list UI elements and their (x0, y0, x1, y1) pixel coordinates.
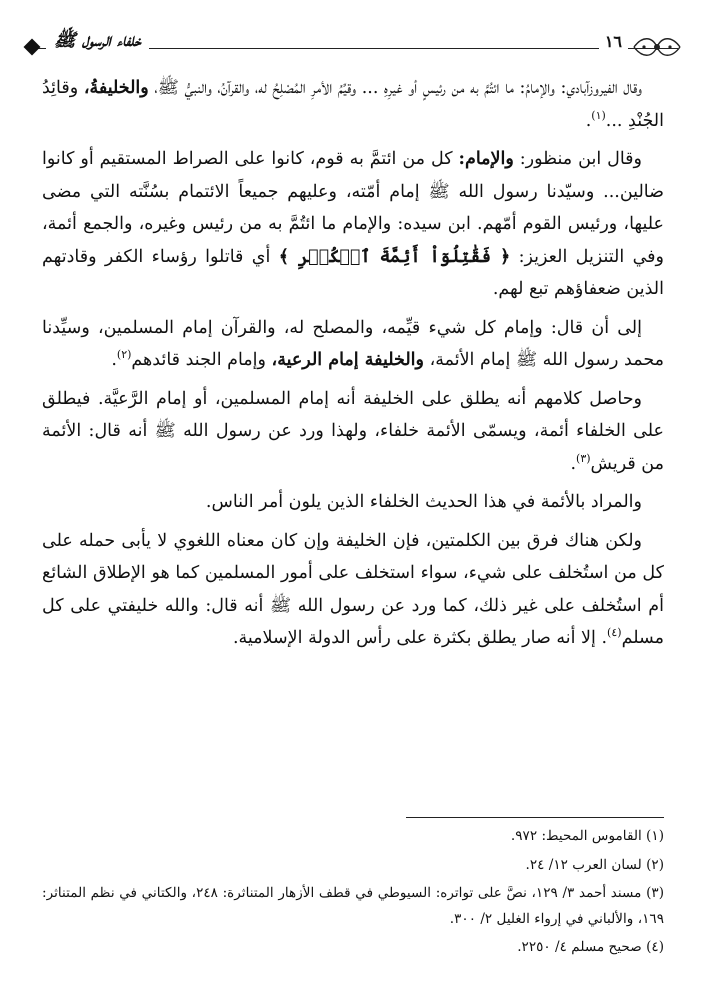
paragraph-difference: ولكن هناك فرق بين الكلمتين، فإن الخليفة وإن كان معناه اللغوي لا يأبى حمله على كل من استُخلف على شيء، سواء استخلف على أمور المسلمين كما هو الإطلاق الشائع أم استُخلف على غير ذلك، كما ورد عن رسول الله ﷺ أنه قال: والله خليفتي على كل مسلم$^{(٤)}$. إلا أنه صار يطلق بكثرة على رأس الدولة الإسلامية. (42, 530, 664, 648)
paragraph-summary: وحاصل كلامهم أنه يطلق على الخليفة أنه إمام المسلمين، أو إمام الرَّعيَّة. فيطلق على الخلفاء أئمة، ويسمّى الأئمة خلفاء، ولهذا ورد عن رسول الله ﷺ أنه قال: الأئمة من قريش$^{(٣)}$. (42, 388, 664, 474)
page-header (24, 28, 686, 68)
footnote-2: (٢) لسان العرب ١٢/ ٢٤. (525, 856, 664, 873)
paragraph-imam-definition: إلى أن قال: وإمام كل شيء قيِّمه، والمصلح له، والقرآن إمام المسلمين، وسيِّدنا محمد رسول الله ﷺ إمام الأئمة، والخليفة إمام الرعية، وإمام الجند قائدهم$^{(٢)}$. (42, 317, 664, 370)
footnote-marker: (١) (591, 108, 606, 122)
footnote-marker: (٣) (576, 451, 591, 465)
footnote-1: (١) القاموس المحيط: ٩٧٢. (510, 828, 664, 844)
bold-term: والإمام: (458, 149, 514, 169)
main-text (42, 72, 664, 661)
paragraph-firuzabadi: وقال الفيروزآبادي: والإمامُ: ما ائتُمَّ به من رئيسٍ أو غيرِهِ ... وقيِّمُ الأمرِ المُصْلِحُ له، والقرآنُ، والنبيُّ ﷺ، والخليفةُ، وقائِدُ الجُنْدِ ...$^{(١)}$. (42, 78, 664, 131)
paragraph-ibn-manzur: وقال ابن منظور: والإمام: كل من ائتمَّ به قوم، كانوا على الصراط المستقيم أو كانوا ضالين... وسيّدنا رسول الله ﷺ إمام أمّته، وعليهم جميعاً الائتمام بسُنَّته التي مضى عليها، ورئيس القوم أمّهم. ابن سيده: والإمام ما ائتُمَّ به من رئيس وغيره، والجمع أئمة، وفي التنزيل العزيز: ﴿ فَقَٰتِلُوٓاْ أَئِمَّةَ ٱلۡكُفۡرِ ﴾ أي قاتلوا رؤساء الكفر وقادتهم الذين ضعفاؤهم تبع لهم. (42, 149, 665, 299)
footnote-4: (٤) صحيح مسلم ٤/ ٢٢٥٠. (517, 939, 664, 955)
quran-verse: ﴿ فَقَٰتِلُوٓاْ أَئِمَّةَ ٱلۡكُفۡرِ ﴾ (278, 246, 511, 267)
footnote-3: (٣) مسند أحمد ٣/ ١٢٩، نصَّ على تواتره: السيوطي في قطف الأزهار المتناثرة: ٢٤٨، والكتاني في نظم المتناثر: ١٦٩، والألباني في إرواء الغليل ٢/ ٣٠٠. (42, 885, 664, 927)
footnote-marker: (٢) (116, 348, 132, 362)
footnote-marker: (٤) (607, 626, 622, 640)
footnotes (42, 824, 664, 964)
page-number: ١٦ (599, 32, 628, 51)
bold-term: والخليفة إمام الرعية، (271, 350, 424, 370)
floral-ornament-icon (632, 32, 682, 62)
bold-term: والخليفةُ، (83, 78, 149, 98)
diamond-ornament-icon (24, 39, 41, 56)
running-title: خلفاء الرسول ﷺ (46, 29, 149, 55)
footnote-separator (406, 817, 664, 818)
paragraph-hadith-meaning: والمراد بالأئمة في هذا الحديث الخلفاء الذين يلون أمر الناس. (205, 492, 642, 512)
